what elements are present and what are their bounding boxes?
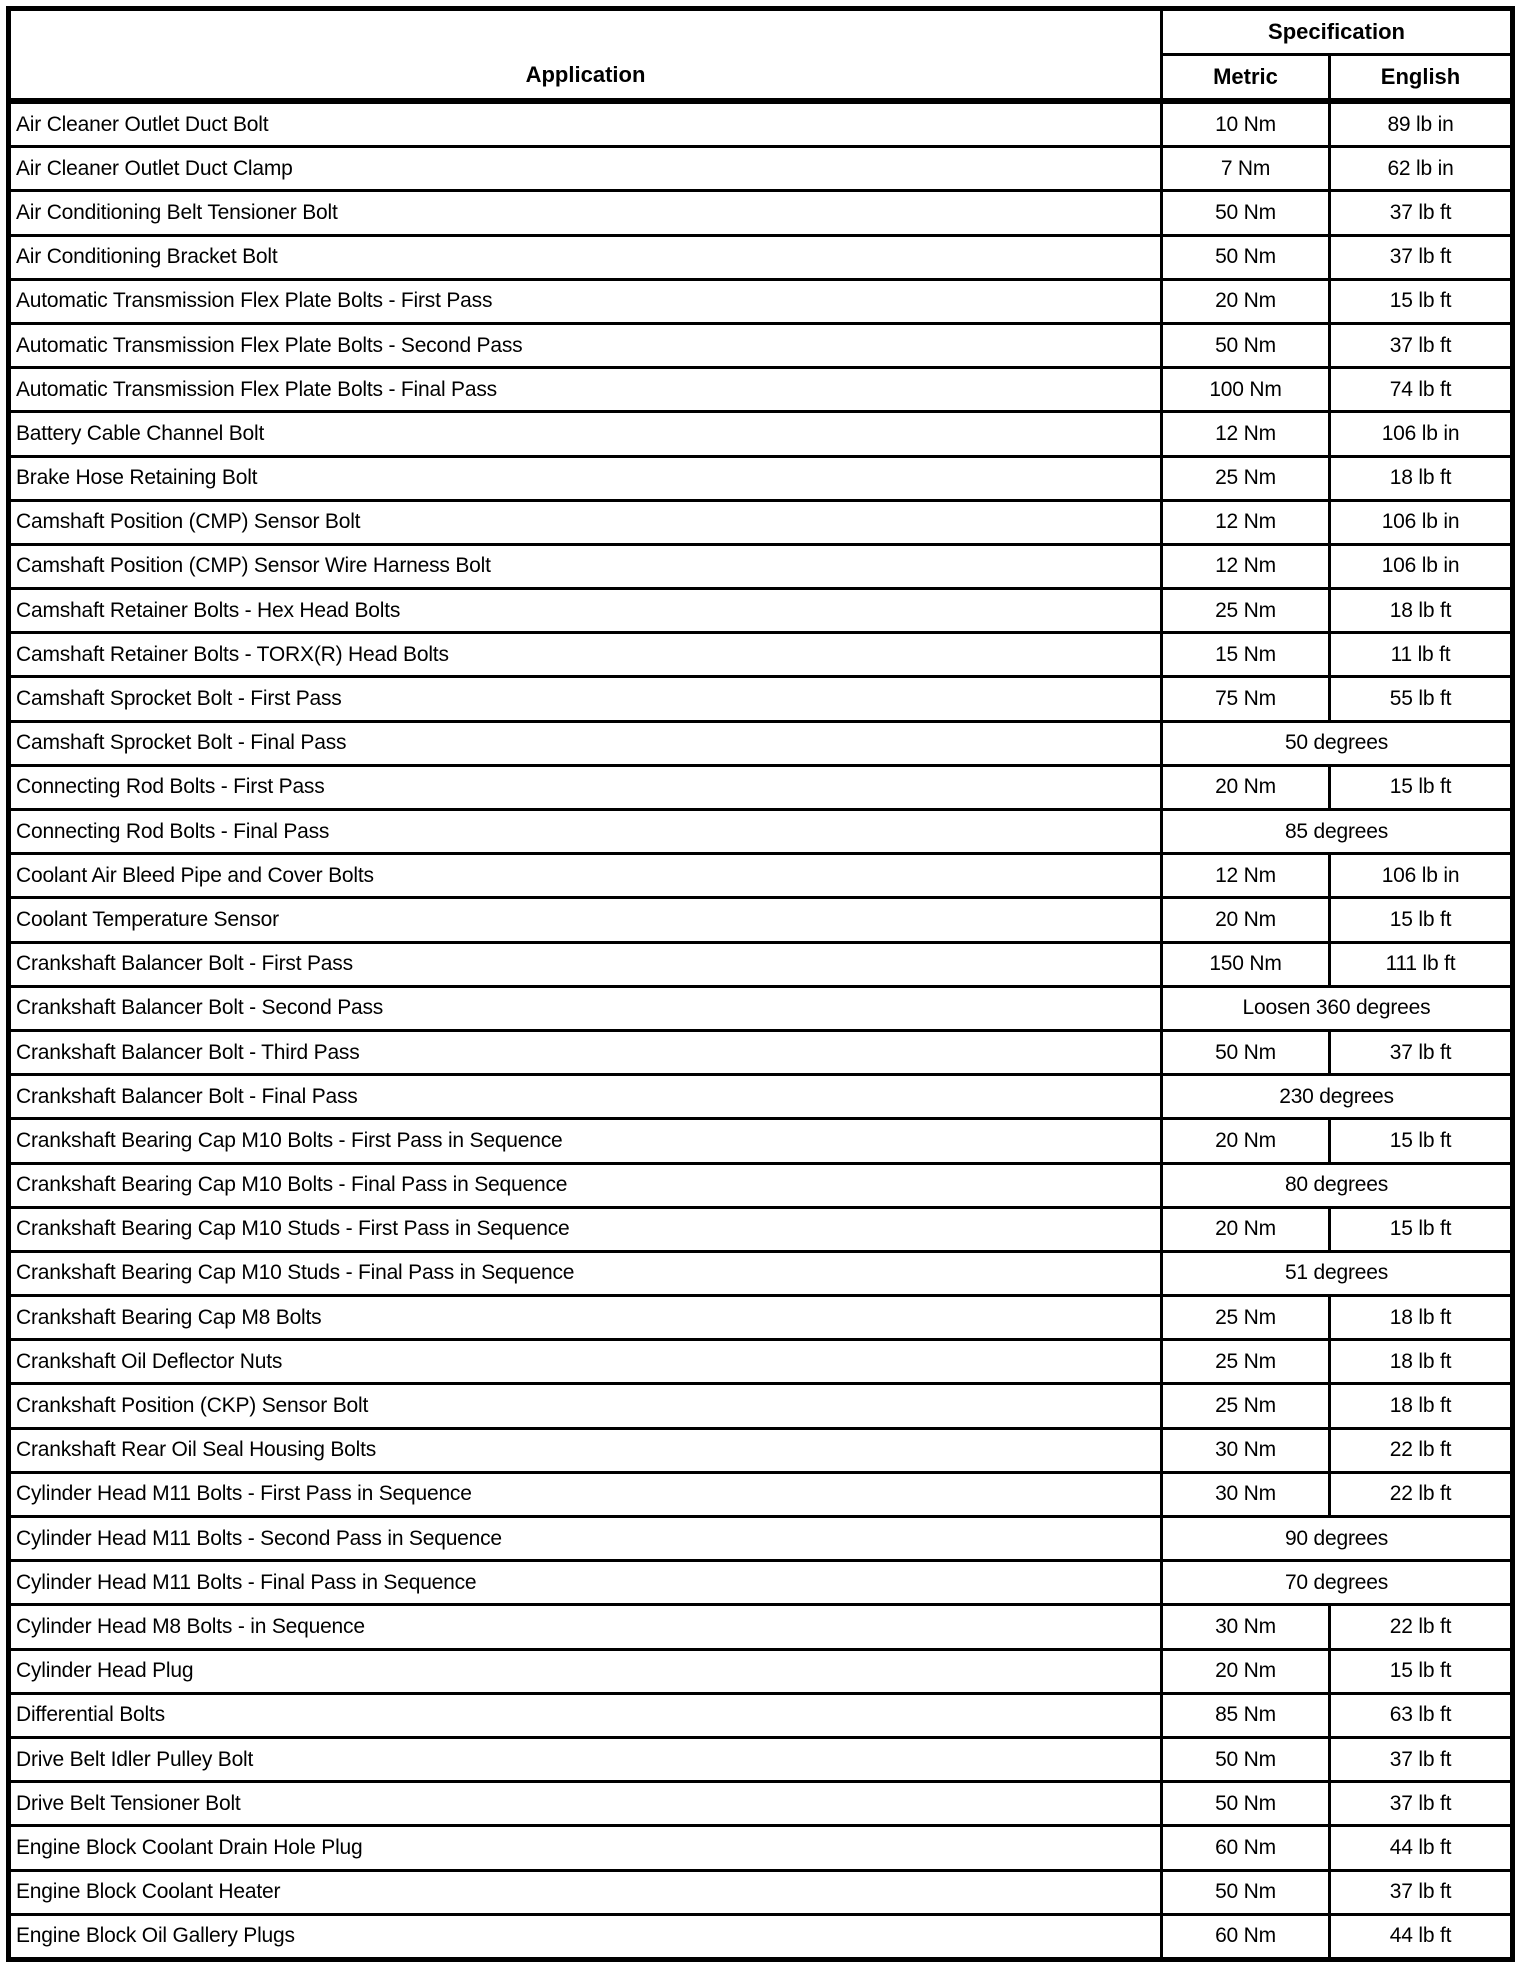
english-value-cell: 63 lb ft xyxy=(1330,1693,1513,1737)
metric-value-cell: 25 Nm xyxy=(1162,1384,1330,1428)
metric-value-cell: 100 Nm xyxy=(1162,368,1330,412)
table-row xyxy=(9,1561,1513,1605)
table-row xyxy=(9,323,1513,367)
table-row xyxy=(9,898,1513,942)
table-row xyxy=(9,589,1513,633)
table-row xyxy=(9,721,1513,765)
application-cell: Crankshaft Bearing Cap M10 Bolts - Final Pass in Sequence xyxy=(9,1163,1162,1207)
application-cell: Air Cleaner Outlet Duct Clamp xyxy=(9,147,1162,191)
application-cell: Camshaft Position (CMP) Sensor Bolt xyxy=(9,500,1162,544)
english-value-cell: 111 lb ft xyxy=(1330,942,1513,986)
table-row xyxy=(9,1826,1513,1870)
application-cell: Camshaft Position (CMP) Sensor Wire Harness Bolt xyxy=(9,544,1162,588)
application-cell: Crankshaft Rear Oil Seal Housing Bolts xyxy=(9,1428,1162,1472)
table-row xyxy=(9,456,1513,500)
english-value-cell: 74 lb ft xyxy=(1330,368,1513,412)
english-value-cell: 44 lb ft xyxy=(1330,1914,1513,1959)
english-value-cell: 15 lb ft xyxy=(1330,279,1513,323)
metric-value-cell: 20 Nm xyxy=(1162,1119,1330,1163)
application-cell: Air Cleaner Outlet Duct Bolt xyxy=(9,101,1162,147)
spec-span-cell: 50 degrees xyxy=(1162,721,1513,765)
application-cell: Camshaft Retainer Bolts - Hex Head Bolts xyxy=(9,589,1162,633)
application-cell: Crankshaft Balancer Bolt - Third Pass xyxy=(9,1030,1162,1074)
table-row xyxy=(9,368,1513,412)
table-row xyxy=(9,633,1513,677)
application-cell: Crankshaft Balancer Bolt - Final Pass xyxy=(9,1075,1162,1119)
english-value-cell: 37 lb ft xyxy=(1330,1737,1513,1781)
application-cell: Camshaft Sprocket Bolt - First Pass xyxy=(9,677,1162,721)
table-row xyxy=(9,854,1513,898)
application-cell: Battery Cable Channel Bolt xyxy=(9,412,1162,456)
table-row xyxy=(9,1914,1513,1959)
application-cell: Crankshaft Bearing Cap M10 Studs - First Pass in Sequence xyxy=(9,1207,1162,1251)
metric-value-cell: 150 Nm xyxy=(1162,942,1330,986)
table-row xyxy=(9,765,1513,809)
metric-value-cell: 20 Nm xyxy=(1162,1649,1330,1693)
table-row xyxy=(9,1782,1513,1826)
table-row xyxy=(9,235,1513,279)
application-cell: Air Conditioning Bracket Bolt xyxy=(9,235,1162,279)
application-cell: Crankshaft Balancer Bolt - Second Pass xyxy=(9,986,1162,1030)
table-row xyxy=(9,1472,1513,1516)
application-cell: Engine Block Coolant Heater xyxy=(9,1870,1162,1914)
english-value-cell: 22 lb ft xyxy=(1330,1605,1513,1649)
metric-value-cell: 12 Nm xyxy=(1162,544,1330,588)
application-cell: Connecting Rod Bolts - First Pass xyxy=(9,765,1162,809)
application-cell: Crankshaft Bearing Cap M8 Bolts xyxy=(9,1296,1162,1340)
table-row xyxy=(9,1649,1513,1693)
english-value-cell: 37 lb ft xyxy=(1330,1870,1513,1914)
application-cell: Coolant Air Bleed Pipe and Cover Bolts xyxy=(9,854,1162,898)
table-row xyxy=(9,1340,1513,1384)
metric-value-cell: 20 Nm xyxy=(1162,898,1330,942)
metric-value-cell: 12 Nm xyxy=(1162,412,1330,456)
metric-value-cell: 20 Nm xyxy=(1162,765,1330,809)
english-value-cell: 106 lb in xyxy=(1330,412,1513,456)
table-row xyxy=(9,147,1513,191)
spec-span-cell: 70 degrees xyxy=(1162,1561,1513,1605)
english-value-cell: 55 lb ft xyxy=(1330,677,1513,721)
english-value-cell: 89 lb in xyxy=(1330,101,1513,147)
spec-span-cell: 80 degrees xyxy=(1162,1163,1513,1207)
metric-value-cell: 50 Nm xyxy=(1162,323,1330,367)
spec-table-body xyxy=(9,101,1513,1959)
metric-value-cell: 15 Nm xyxy=(1162,633,1330,677)
english-value-cell: 22 lb ft xyxy=(1330,1472,1513,1516)
metric-value-cell: 25 Nm xyxy=(1162,456,1330,500)
metric-value-cell: 12 Nm xyxy=(1162,500,1330,544)
english-column-header: English xyxy=(1330,55,1513,102)
english-value-cell: 15 lb ft xyxy=(1330,765,1513,809)
english-value-cell: 18 lb ft xyxy=(1330,1384,1513,1428)
english-value-cell: 106 lb in xyxy=(1330,854,1513,898)
application-cell: Cylinder Head M11 Bolts - Final Pass in Sequence xyxy=(9,1561,1162,1605)
english-value-cell: 22 lb ft xyxy=(1330,1428,1513,1472)
application-cell: Cylinder Head Plug xyxy=(9,1649,1162,1693)
table-row xyxy=(9,1737,1513,1781)
english-value-cell: 106 lb in xyxy=(1330,500,1513,544)
table-row xyxy=(9,986,1513,1030)
english-value-cell: 18 lb ft xyxy=(1330,1296,1513,1340)
metric-value-cell: 20 Nm xyxy=(1162,279,1330,323)
english-value-cell: 37 lb ft xyxy=(1330,323,1513,367)
metric-value-cell: 25 Nm xyxy=(1162,589,1330,633)
application-cell: Crankshaft Balancer Bolt - First Pass xyxy=(9,942,1162,986)
metric-value-cell: 30 Nm xyxy=(1162,1472,1330,1516)
application-cell: Engine Block Coolant Drain Hole Plug xyxy=(9,1826,1162,1870)
spec-span-cell: Loosen 360 degrees xyxy=(1162,986,1513,1030)
english-value-cell: 15 lb ft xyxy=(1330,1649,1513,1693)
metric-value-cell: 85 Nm xyxy=(1162,1693,1330,1737)
metric-value-cell: 75 Nm xyxy=(1162,677,1330,721)
metric-value-cell: 50 Nm xyxy=(1162,1870,1330,1914)
metric-value-cell: 60 Nm xyxy=(1162,1826,1330,1870)
application-cell: Differential Bolts xyxy=(9,1693,1162,1737)
application-cell: Brake Hose Retaining Bolt xyxy=(9,456,1162,500)
metric-value-cell: 25 Nm xyxy=(1162,1296,1330,1340)
application-cell: Coolant Temperature Sensor xyxy=(9,898,1162,942)
english-value-cell: 18 lb ft xyxy=(1330,1340,1513,1384)
application-cell: Crankshaft Oil Deflector Nuts xyxy=(9,1340,1162,1384)
table-row xyxy=(9,1384,1513,1428)
application-cell: Cylinder Head M8 Bolts - in Sequence xyxy=(9,1605,1162,1649)
table-row xyxy=(9,1251,1513,1295)
metric-value-cell: 25 Nm xyxy=(1162,1340,1330,1384)
english-value-cell: 37 lb ft xyxy=(1330,1782,1513,1826)
table-row xyxy=(9,1296,1513,1340)
table-row xyxy=(9,1870,1513,1914)
english-value-cell: 15 lb ft xyxy=(1330,1207,1513,1251)
english-value-cell: 106 lb in xyxy=(1330,544,1513,588)
table-row xyxy=(9,942,1513,986)
metric-value-cell: 30 Nm xyxy=(1162,1428,1330,1472)
table-header xyxy=(9,9,1513,102)
table-row xyxy=(9,1693,1513,1737)
table-row xyxy=(9,1517,1513,1561)
metric-value-cell: 50 Nm xyxy=(1162,1030,1330,1074)
english-value-cell: 62 lb in xyxy=(1330,147,1513,191)
application-cell: Automatic Transmission Flex Plate Bolts - Second Pass xyxy=(9,323,1162,367)
metric-value-cell: 7 Nm xyxy=(1162,147,1330,191)
english-value-cell: 18 lb ft xyxy=(1330,456,1513,500)
header-row-specification xyxy=(9,9,1513,55)
application-cell: Camshaft Retainer Bolts - TORX(R) Head Bolts xyxy=(9,633,1162,677)
metric-column-header: Metric xyxy=(1162,55,1330,102)
english-value-cell: 37 lb ft xyxy=(1330,235,1513,279)
table-row xyxy=(9,101,1513,147)
english-value-cell: 15 lb ft xyxy=(1330,898,1513,942)
application-cell: Engine Block Oil Gallery Plugs xyxy=(9,1914,1162,1959)
application-cell: Crankshaft Position (CKP) Sensor Bolt xyxy=(9,1384,1162,1428)
table-row xyxy=(9,500,1513,544)
application-cell: Drive Belt Tensioner Bolt xyxy=(9,1782,1162,1826)
english-value-cell: 15 lb ft xyxy=(1330,1119,1513,1163)
table-row xyxy=(9,1163,1513,1207)
application-cell: Cylinder Head M11 Bolts - First Pass in Sequence xyxy=(9,1472,1162,1516)
application-cell: Air Conditioning Belt Tensioner Bolt xyxy=(9,191,1162,235)
table-row xyxy=(9,1605,1513,1649)
application-cell: Automatic Transmission Flex Plate Bolts - Final Pass xyxy=(9,368,1162,412)
english-value-cell: 18 lb ft xyxy=(1330,589,1513,633)
spec-span-cell: 230 degrees xyxy=(1162,1075,1513,1119)
application-cell: Connecting Rod Bolts - Final Pass xyxy=(9,810,1162,854)
english-value-cell: 37 lb ft xyxy=(1330,191,1513,235)
application-cell: Camshaft Sprocket Bolt - Final Pass xyxy=(9,721,1162,765)
english-value-cell: 37 lb ft xyxy=(1330,1030,1513,1074)
metric-value-cell: 50 Nm xyxy=(1162,1737,1330,1781)
table-row xyxy=(9,1207,1513,1251)
spec-span-cell: 90 degrees xyxy=(1162,1517,1513,1561)
table-row xyxy=(9,1119,1513,1163)
metric-value-cell: 60 Nm xyxy=(1162,1914,1330,1959)
metric-value-cell: 30 Nm xyxy=(1162,1605,1330,1649)
metric-value-cell: 12 Nm xyxy=(1162,854,1330,898)
application-column-header: Application xyxy=(9,9,1162,102)
application-cell: Cylinder Head M11 Bolts - Second Pass in Sequence xyxy=(9,1517,1162,1561)
application-cell: Automatic Transmission Flex Plate Bolts - First Pass xyxy=(9,279,1162,323)
spec-span-cell: 85 degrees xyxy=(1162,810,1513,854)
metric-value-cell: 20 Nm xyxy=(1162,1207,1330,1251)
english-value-cell: 44 lb ft xyxy=(1330,1826,1513,1870)
application-cell: Crankshaft Bearing Cap M10 Studs - Final Pass in Sequence xyxy=(9,1251,1162,1295)
metric-value-cell: 50 Nm xyxy=(1162,235,1330,279)
table-row xyxy=(9,810,1513,854)
table-row xyxy=(9,1030,1513,1074)
table-row xyxy=(9,677,1513,721)
spec-span-cell: 51 degrees xyxy=(1162,1251,1513,1295)
metric-value-cell: 10 Nm xyxy=(1162,101,1330,147)
fastener-spec-table xyxy=(6,6,1515,1962)
metric-value-cell: 50 Nm xyxy=(1162,1782,1330,1826)
table-row xyxy=(9,1428,1513,1472)
table-row xyxy=(9,544,1513,588)
table-row xyxy=(9,279,1513,323)
table-row xyxy=(9,191,1513,235)
table-row xyxy=(9,1075,1513,1119)
specification-column-group-header: Specification xyxy=(1162,9,1513,55)
application-cell: Drive Belt Idler Pulley Bolt xyxy=(9,1737,1162,1781)
application-cell: Crankshaft Bearing Cap M10 Bolts - First Pass in Sequence xyxy=(9,1119,1162,1163)
table-row xyxy=(9,412,1513,456)
english-value-cell: 11 lb ft xyxy=(1330,633,1513,677)
metric-value-cell: 50 Nm xyxy=(1162,191,1330,235)
